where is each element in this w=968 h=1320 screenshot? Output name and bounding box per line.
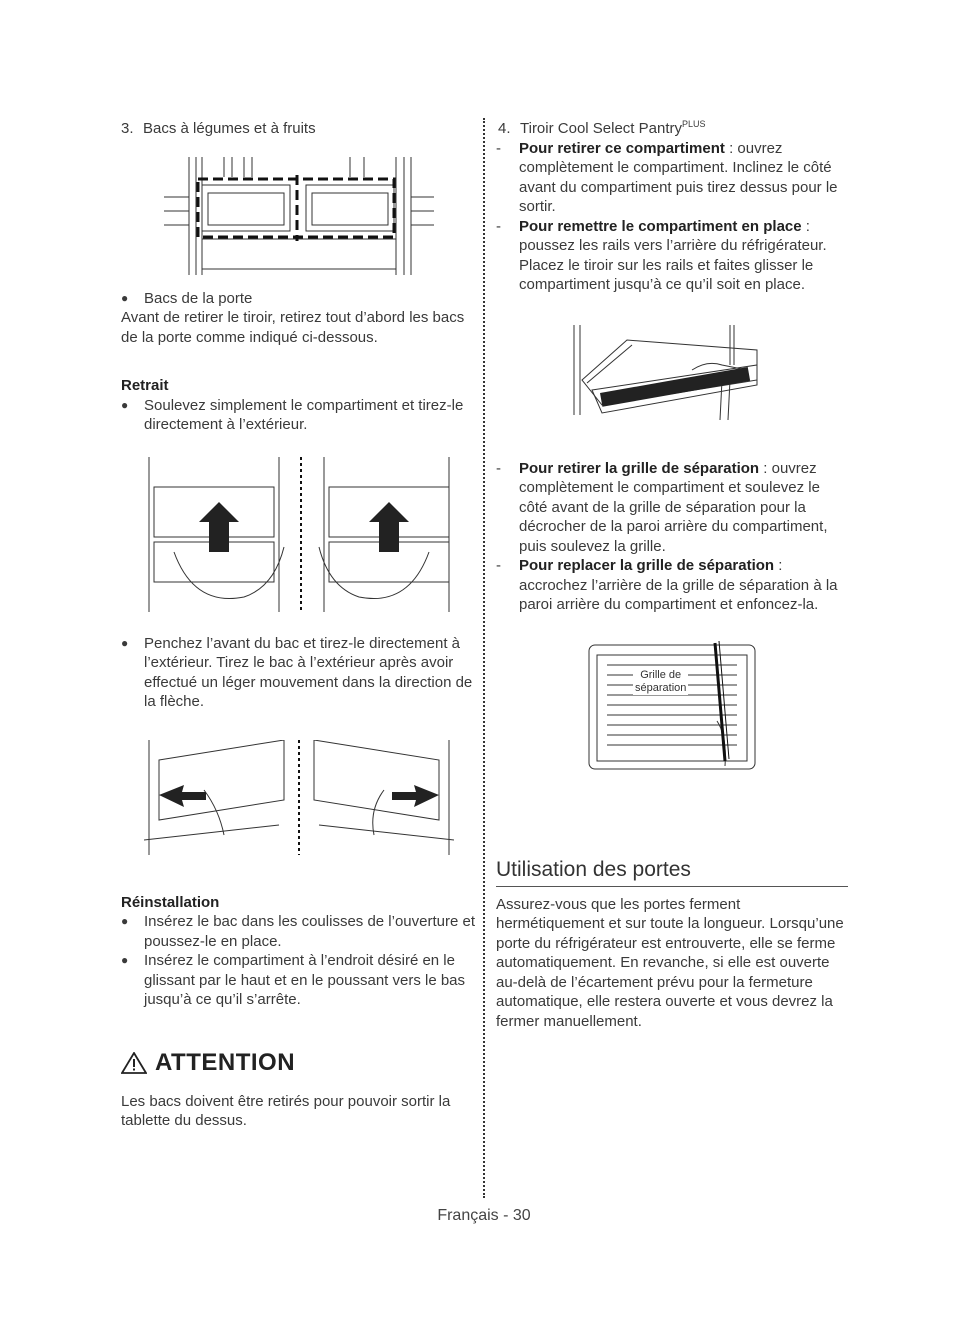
bullet-text: Soulevez simplement le compartiment et tirez-le directement à l’extérieur.: [144, 396, 464, 433]
step-bold: Pour remettre le compartiment en place: [519, 217, 802, 235]
item-title: Bacs à légumes et à fruits: [143, 120, 316, 137]
item-number: 4.: [498, 120, 511, 137]
item-4: [498, 119, 848, 139]
step-bold: Pour replacer la grille de séparation: [519, 557, 775, 574]
item-title-sup: PLUS: [682, 119, 706, 129]
item-3: [121, 119, 476, 139]
door-bins-paragraph: Avant de retirer le tiroir, retirez tout d’abord les bacs de la porte comme indiqué ci-dessous.: [121, 309, 465, 346]
grid-label-line2: séparation: [635, 681, 687, 694]
step-bold: Pour retirer ce compartiment: [519, 139, 725, 157]
bullet-mark: ●: [121, 290, 129, 305]
retrait-bullet: [121, 396, 476, 435]
left-column: [121, 119, 476, 1131]
grid-label-line1: Grille de: [640, 668, 682, 681]
section-heading: Utilisation des portes: [496, 857, 848, 887]
remove-grid-step: [496, 459, 848, 557]
dash-mark: -: [496, 139, 501, 157]
bullet-mark: ●: [121, 914, 129, 928]
step-rest: : poussez les rails vers l’arrière du réfrigérateur. Placez le tiroir sur les rails et faites glisser le compartiment jusqu’à ce qu’il soit en place.: [519, 217, 827, 293]
door-bins-bullet: [121, 289, 476, 309]
step-text: [519, 556, 848, 615]
crisper-drawers-illustration: [164, 157, 434, 277]
bullet-mark: ●: [121, 953, 129, 967]
retrait-heading: Retrait: [121, 377, 169, 394]
attention-text: Les bacs doivent être retirés pour pouvoir sortir la tablette du dessus.: [121, 1092, 451, 1129]
bullet-text: Insérez le bac dans les coulisses de l’ouverture et poussez-le en place.: [144, 913, 476, 950]
attention-heading: [121, 1048, 476, 1076]
divider-grid-drawing: [587, 641, 757, 773]
bullet-mark: ●: [121, 397, 129, 412]
bullet-mark: ●: [121, 635, 129, 650]
item-title: [520, 119, 706, 139]
attention-title: ATTENTION: [155, 1048, 296, 1076]
item-title-text: Tiroir Cool Select Pantry: [520, 120, 682, 137]
step-bold: Pour retirer la grille de séparation: [519, 459, 760, 477]
page-footer: Français - 30: [437, 1207, 531, 1224]
tilt-bin-illustration: [144, 740, 454, 855]
tilt-bullet: [121, 634, 476, 712]
column-divider: [483, 118, 485, 1198]
step-text: [519, 217, 848, 295]
bullet-text: Penchez l’avant du bac et tirez-le directement à l’extérieur. Tirez le bac à l’extérieur après avoir effectué un léger mouvement dans la direction de la flèche.: [144, 634, 473, 710]
item-number: 3.: [121, 120, 134, 137]
right-column: [496, 119, 848, 1031]
section-paragraph: Assurez-vous que les portes ferment hermétiquement et sur toute la longueur. Lorsqu’une porte du réfrigérateur est entrouverte, elle se ferme automatiquement. En revanche, si elle est ouverte au-delà de l’écartement prévu pour la fermeture automatique, elle restera ouverte et vous devrez la fermer manuellement.: [496, 895, 844, 1030]
divider-grid-illustration: [587, 641, 757, 773]
step-rest: : accrochez l’arrière de la grille de séparation à la paroi arrière du compartiment et enfoncez-la.: [519, 557, 838, 613]
reinstall-bullet-1: [121, 912, 476, 951]
step-rest: : ouvrez complètement le compartiment et soulevez le côté avant de la grille de séparation pour la décrocher de la paroi arrière du compartiment, puis soulevez la grille.: [519, 459, 828, 555]
grid-callout-label: [633, 669, 688, 695]
remove-drawer-step: [496, 139, 848, 217]
replace-drawer-step: [496, 217, 848, 295]
dash-mark: -: [496, 217, 501, 235]
step-text: [519, 139, 848, 217]
step-text: [519, 459, 848, 557]
dash-mark: -: [496, 459, 501, 477]
pantry-drawer-illustration: [572, 325, 772, 425]
warning-triangle-icon: [121, 1052, 147, 1074]
reinstall-heading: Réinstallation: [121, 893, 220, 911]
replace-grid-step: [496, 556, 848, 615]
bullet-text: Insérez le compartiment à l’endroit désiré en le glissant par le haut et en le poussant vers le bas jusqu’à ce qu’il s’arrête.: [144, 952, 466, 1008]
dash-mark: -: [496, 557, 501, 574]
lift-bin-illustration: [144, 457, 454, 612]
step-rest: : ouvrez complètement le compartiment. Inclinez le côté avant du compartiment puis tirez dessus pour le sortir.: [519, 139, 838, 215]
reinstall-bullet-2: [121, 951, 476, 1010]
bullet-text: Bacs de la porte: [144, 289, 253, 307]
